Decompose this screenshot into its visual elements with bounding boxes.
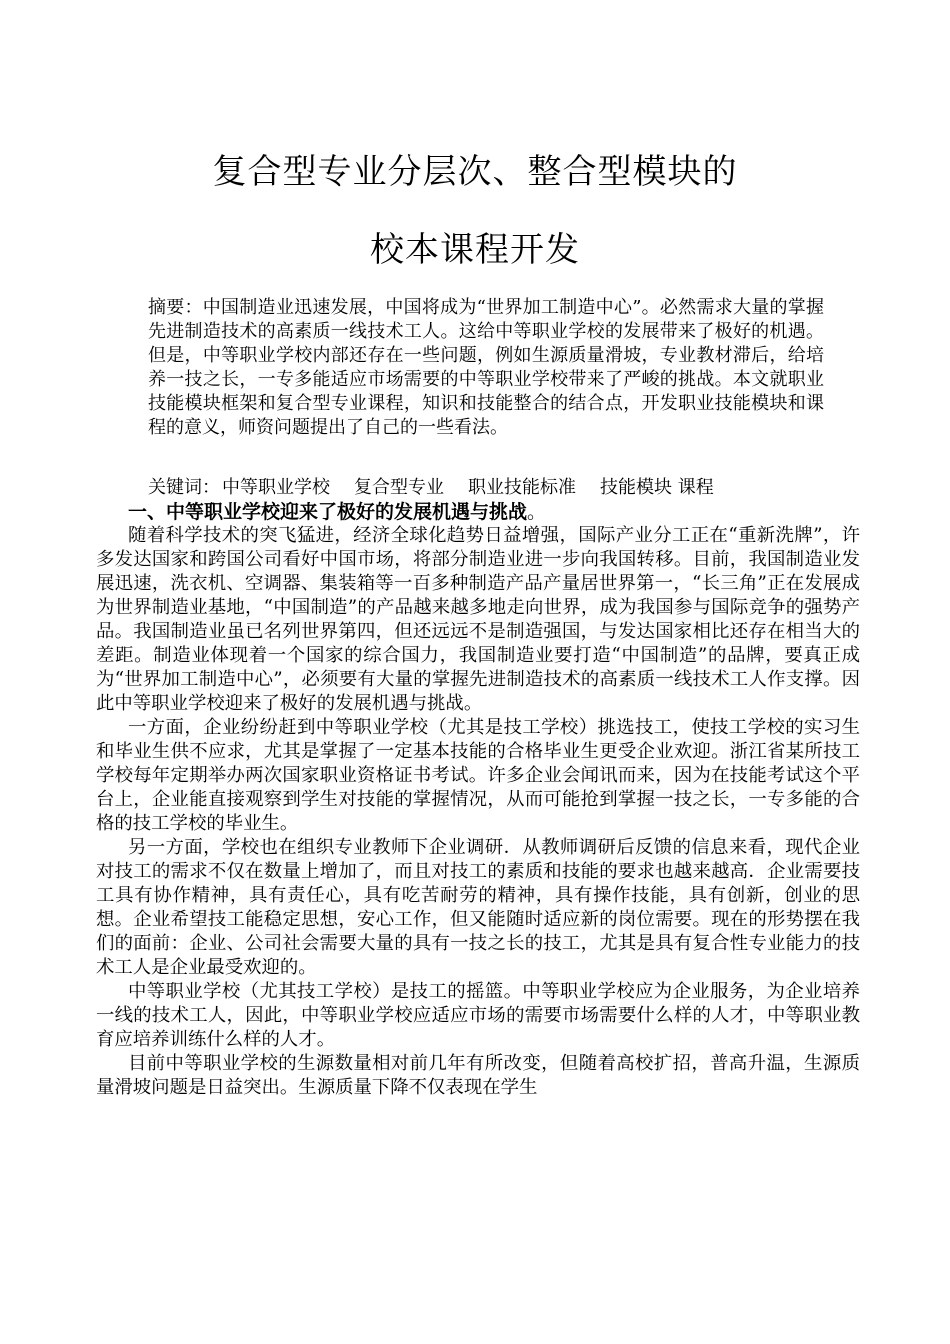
paragraph: 另一方面，学校也在组织专业教师下企业调研．从教师调研后反馈的信息来看，现代企业对技工的需求不仅在数量上增加了，而且对技工的素质和技能的要求也越来越高．企业需要技工具有协作精神，具有责任心，具有吃苦耐劳的精神，具有操作技能，具有创新，创业的思想。企业希望技工能稳定思想，安心工作，但又能随时适应新的岗位需要。现在的形势摆在我们的面前：企业、公司社会需要大量的具有一技之长的技工，尤其是具有复合性专业能力的技术工人是企业最受欢迎的。 [96,837,860,978]
abstract-text: 摘要：中国制造业迅速发展，中国将成为“世界加工制造中心”。必然需求大量的掌握先进制造技术的高素质一线技术工人。这给中等职业学校的发展带来了极好的机遇。但是，中等职业学校内部还存在一些问题，例如生源质量滑坡，专业教材滞后，给培养一技之长，一专多能适应市场需要的中等职业学校带来了严峻的挑战。本文就职业技能模块框架和复合型专业课程，知识和技能整合的结合点，开发职业技能模块和课程的意义，师资问题提出了自己的一些看法。 [148,297,824,438]
keyword: 职业技能标准 [468,477,576,498]
section-heading-punct: 。 [527,501,547,523]
keyword: 复合型专业 [354,477,444,498]
paragraph: 随着科学技术的突飞猛进，经济全球化趋势日益增强，国际产业分工正在“重新洗牌”，许多发达国家和跨国公司看好中国市场，将部分制造业进一步向我国转移。目前，我国制造业发展迅速，洗衣机、空调器、集装箱等一百多种制造产品产量居世界第一，“长三角”正在发展成为世界制造业基地，“中国制造”的产品越来越多地走向世界，成为我国参与国际竞争的强势产品。我国制造业虽已名列世界第四，但还远远不是制造强国，与发达国家相比还存在相当大的差距。制造业体现着一个国家的综合国力，我国制造业要打造“中国制造”的品牌，要真正成为“世界加工制造中心”，必须要有大量的掌握先进制造技术的高素质一线技术工人作支撑。因此中等职业学校迎来了极好的发展机遇与挑战。 [96,525,860,714]
keyword: 技能模块 课程 [600,477,714,498]
keywords-line [148,476,838,500]
body-text [96,524,860,1100]
keyword: 中等职业学校 [222,477,330,498]
section-heading-text: 一、中等职业学校迎来了极好的发展机遇与挑战 [128,501,528,523]
document-title-line-1: 复合型专业分层次、整合型模块的 [212,152,738,192]
abstract-block [148,296,824,440]
paragraph: 目前中等职业学校的生源数量相对前几年有所改变，但随着高校扩招，普高升温，生源质量滑坡问题是日益突出。生源质量下降不仅表现在学生 [96,1053,860,1098]
paragraph: 中等职业学校（尤其技工学校）是技工的摇篮。中等职业学校应为企业服务，为企业培养一线的技术工人，因此，中等职业学校应适应市场的需要市场需要什么样的人才，中等职业教育应培养训练什么样的人才。 [96,981,860,1050]
document-title-line-2: 校本课程开发 [370,230,580,270]
paragraph: 一方面，企业纷纷赶到中等职业学校（尤其是技工学校）挑选技工，使技工学校的实习生和毕业生供不应求，尤其是掌握了一定基本技能的合格毕业生更受企业欢迎。浙江省某所技工学校每年定期举办两次国家职业资格证书考试。许多企业会闻讯而来，因为在技能考试这个平台上，企业能直接观察到学生对技能的掌握情况，从而可能抢到掌握一技之长，一专多能的合格的技工学校的毕业生。 [96,717,860,834]
section-heading [128,500,546,524]
keywords-label: 关键词： [148,477,220,498]
